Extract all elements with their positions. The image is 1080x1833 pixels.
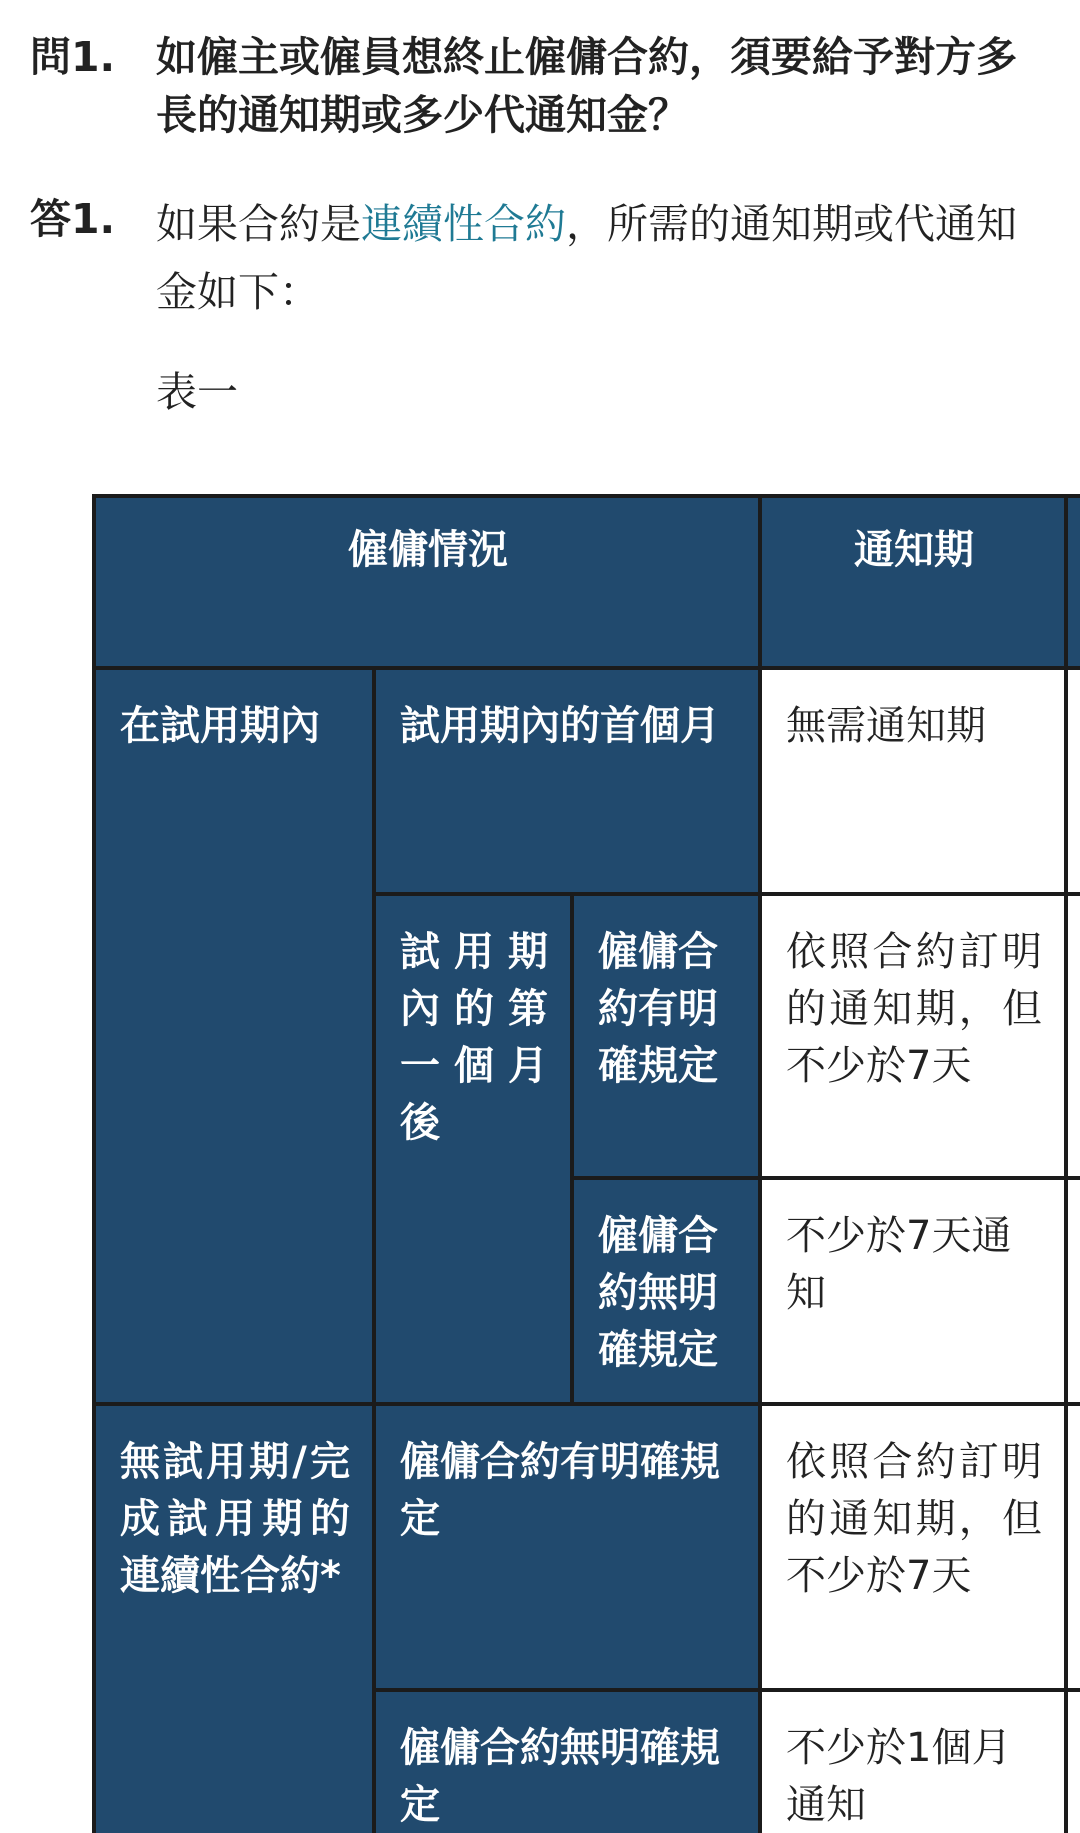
notice-period-grid bbox=[92, 494, 1080, 1833]
question-label: 問1. bbox=[30, 33, 116, 81]
row-after-first-month-label: 試用期內的第一個月後 bbox=[376, 896, 570, 1402]
row-first-month-extra bbox=[1068, 670, 1080, 892]
answer-text-after: ，所需的通知期或代通知金如下： bbox=[156, 200, 1017, 316]
row-probation-no-explicit-label: 僱傭合約無明確規定 bbox=[574, 1180, 758, 1402]
answer-label: 答1. bbox=[30, 195, 116, 243]
row-probation-explicit-label: 僱傭合約有明確規定 bbox=[574, 896, 758, 1176]
row-first-month-notice: 無需通知期 bbox=[762, 670, 1064, 892]
row-no-probation-explicit-label: 僱傭合約有明確規定 bbox=[376, 1406, 758, 1688]
answer-text bbox=[156, 190, 1056, 326]
answer-text-before: 如果合約是 bbox=[156, 200, 361, 248]
row-probation-explicit-notice: 依照合約訂明的通知期，但不少於7天 bbox=[762, 896, 1064, 1176]
row-probation-no-explicit-notice: 不少於7天通知 bbox=[762, 1180, 1064, 1402]
row-no-probation-no-explicit-notice: 不少於1個月通知 bbox=[762, 1692, 1064, 1833]
question-text: 如僱主或僱員想終止僱傭合約，須要給予對方多長的通知期或多少代通知金？ bbox=[156, 33, 1017, 139]
row-first-month-label: 試用期內的首個月 bbox=[376, 670, 758, 892]
row-no-probation-explicit-notice: 依照合約訂明的通知期，但不少於7天 bbox=[762, 1406, 1064, 1688]
row-no-probation-explicit-extra bbox=[1068, 1406, 1080, 1688]
continuous-contract-link[interactable]: 連續性合約 bbox=[361, 200, 566, 248]
row-probation-no-explicit-extra bbox=[1068, 1180, 1080, 1402]
notice-period-table bbox=[92, 494, 1080, 1833]
header-situation: 僱傭情況 bbox=[96, 498, 758, 666]
row-probation-label: 在試用期內 bbox=[96, 670, 372, 1402]
row-no-probation-no-explicit-label: 僱傭合約無明確規定 bbox=[376, 1692, 758, 1833]
header-extra-column bbox=[1068, 498, 1080, 666]
header-notice-period: 通知期 bbox=[762, 498, 1064, 666]
row-probation-explicit-extra bbox=[1068, 896, 1080, 1176]
row-no-probation-no-explicit-extra bbox=[1068, 1692, 1080, 1833]
table-caption: 表一 bbox=[156, 368, 238, 416]
row-no-probation-label: 無試用期/完成試用期的連續性合約* bbox=[96, 1406, 372, 1833]
